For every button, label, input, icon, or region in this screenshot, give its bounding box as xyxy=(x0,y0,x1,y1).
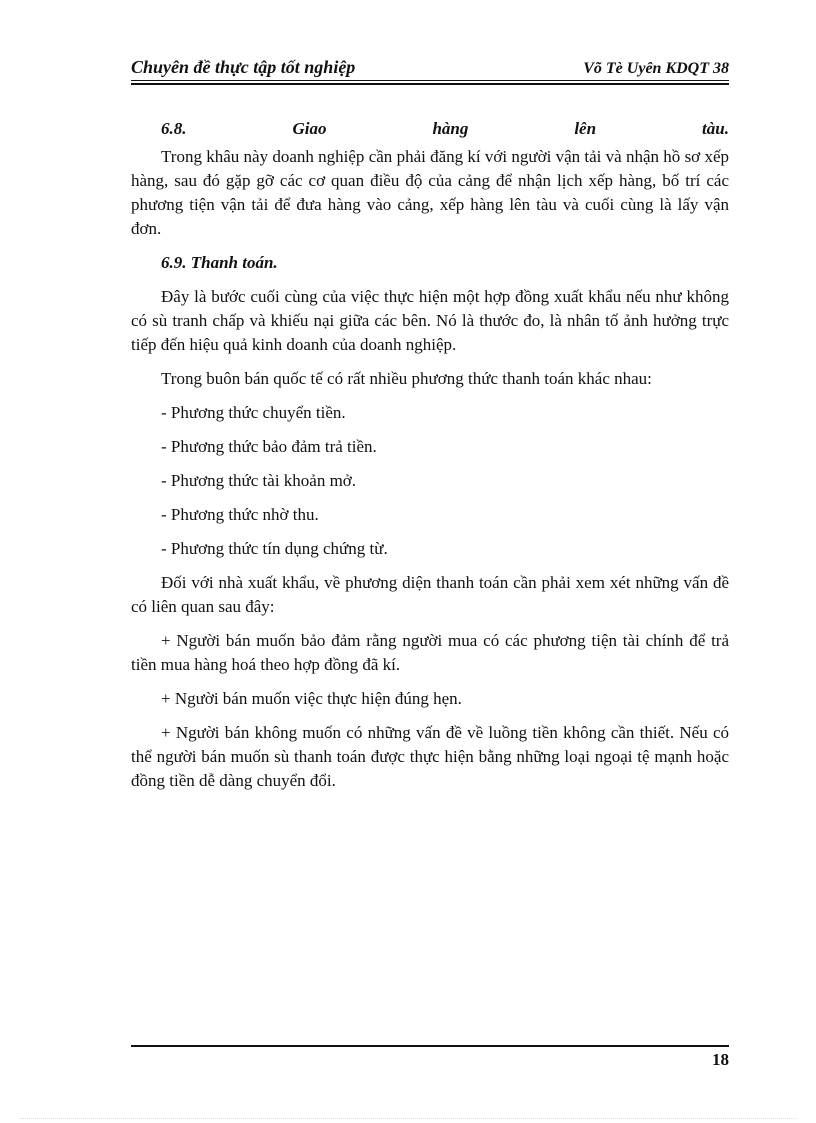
page-edge-divider xyxy=(20,1118,796,1119)
section-number: 6.8. xyxy=(161,119,187,138)
list-item: - Phương thức bảo đảm trả tiền. xyxy=(161,437,377,456)
heading-word: lên xyxy=(574,119,597,138)
page-number: 18 xyxy=(712,1050,729,1069)
list-item: + Người bán không muốn có những vấn đề về luồng tiền không cần thiết. Nếu có thể người bán muốn sù thanh toán được thực hiện bằng những loại ngoại tệ mạnh hoặc đồng tiền dễ dàng chuyển đổi. xyxy=(131,723,729,790)
page-body xyxy=(131,117,729,793)
list-item: + Người bán muốn việc thực hiện đúng hẹn. xyxy=(161,689,462,708)
header-author: Võ Tè Uyên KDQT 38 xyxy=(583,60,729,77)
list-item: - Phương thức chuyển tiền. xyxy=(161,403,346,422)
heading-word: hàng xyxy=(432,119,469,138)
heading-word: Giao xyxy=(292,119,327,138)
paragraph: Đối với nhà xuất khẩu, về phương diện thanh toán cần phải xem xét những vấn đề có liên quan sau đây: xyxy=(131,573,729,616)
footer-rule xyxy=(131,1045,729,1047)
list-item: + Người bán muốn bảo đảm rằng người mua có các phương tiện tài chính để trả tiền mua hàng hoá theo hợp đồng đã kí. xyxy=(131,631,729,674)
section-heading-6-8 xyxy=(131,117,729,141)
header-document-title: Chuyên đề thực tập tốt nghiệp xyxy=(131,57,356,77)
list-item: - Phương thức nhờ thu. xyxy=(161,505,319,524)
paragraph: Trong buôn bán quốc tế có rất nhiều phương thức thanh toán khác nhau: xyxy=(161,369,652,388)
section-heading-6-9: 6.9. Thanh toán. xyxy=(161,253,278,272)
header-rule xyxy=(131,80,729,85)
list-item: - Phương thức tín dụng chứng từ. xyxy=(161,539,388,558)
page-header xyxy=(131,50,729,78)
paragraph: Đây là bước cuối cùng của việc thực hiện một hợp đồng xuất khẩu nếu như không có sù tranh chấp và khiếu nại giữa các bên. Nó là thước đo, là nhân tố ảnh hưởng trực tiếp đến hiệu quả kinh doanh của doanh nghiệp. xyxy=(131,287,729,354)
list-item: - Phương thức tài khoản mở. xyxy=(161,471,357,490)
paragraph-6-8: Trong khâu này doanh nghiệp cần phải đăng kí với người vận tải và nhận hồ sơ xếp hàng, sau đó gặp gỡ các cơ quan điều độ của cảng để nhận lịch xếp hàng, bố trí các phương tiện vận tải để đưa hàng vào cảng, xếp hàng lên tàu và cuối cùng là lấy vận đơn. xyxy=(131,147,729,238)
heading-word: tàu. xyxy=(702,119,729,138)
